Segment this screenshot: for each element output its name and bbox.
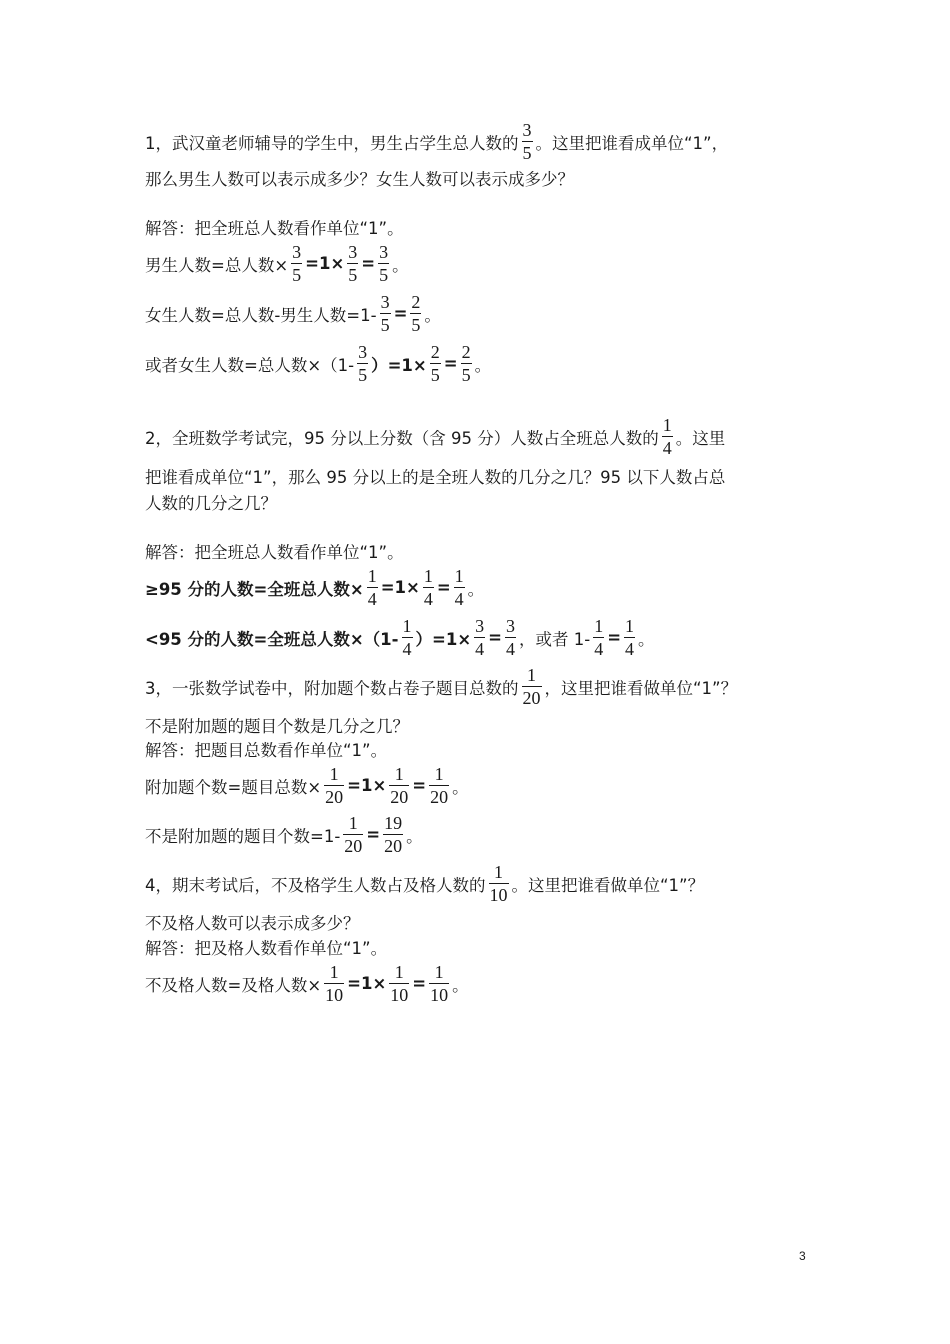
p1-question-fraction: $\frac{3}{5}$ bbox=[522, 120, 532, 163]
p1-question-text-b: 。这里把谁看成单位“1”， bbox=[535, 133, 729, 153]
p1-question-line1 bbox=[145, 120, 728, 163]
page-number: 3 bbox=[799, 1249, 806, 1263]
p2-equation-1: ≥95 分的人数=全班总人数× $\frac{1}{4}$ =1× $\frac{1}{4}$ = $\frac{1}{4}$ 。 bbox=[145, 566, 485, 609]
p4-question-line1: 4，期末考试后，不及格学生人数占及格人数的 $\frac{1}{10}$ 。这里把谁看做单位“1”？ bbox=[145, 862, 705, 905]
p1-equation-2: 女生人数=总人数-男生人数=1- $\frac{3}{5}$ = $\frac{2}{5}$ 。 bbox=[145, 292, 441, 335]
p3-equation-1: 附加题个数=题目总数× $\frac{1}{20}$ =1× $\frac{1}{20}$ = $\frac{1}{20}$ 。 bbox=[145, 764, 469, 807]
p2-question-line2: 把谁看成单位“1”，那么 95 分以上的是全班人数的几分之几？95 以下人数占总 bbox=[145, 468, 726, 487]
p4-equation-1: 不及格人数=及格人数× $\frac{1}{10}$ =1× $\frac{1}{10}$ = $\frac{1}{10}$ 。 bbox=[145, 962, 469, 1005]
p4-question-line2: 不及格人数可以表示成多少？ bbox=[145, 914, 360, 933]
p3-answer-heading: 解答：把题目总数看作单位“1”。 bbox=[145, 741, 388, 760]
p1-question-text-a: 1，武汉童老师辅导的学生中，男生占学生总人数的 bbox=[145, 133, 519, 153]
p4-answer-heading: 解答：把及格人数看作单位“1”。 bbox=[145, 939, 388, 958]
p2-equation-2: <95 分的人数=全班总人数×（1- $\frac{1}{4}$ ）=1× $\frac{3}{4}$ = $\frac{3}{4}$ ，或者 1- $\frac{1}{4}$ = $\frac{1}{4}$ 。 bbox=[145, 616, 655, 659]
p1-answer-heading: 解答：把全班总人数看作单位“1”。 bbox=[145, 219, 404, 238]
p2-answer-heading: 解答：把全班总人数看作单位“1”。 bbox=[145, 543, 404, 562]
p3-question-line2: 不是附加题的题目个数是几分之几？ bbox=[145, 717, 409, 736]
p2-question-fraction: $\frac{1}{4}$ bbox=[662, 415, 672, 458]
p2-question-line1: 2，全班数学考试完，95 分以上分数（含 95 分）人数占全班总人数的 $\frac{1}{4}$ 。这里 bbox=[145, 415, 726, 458]
p2-question-line3: 人数的几分之几？ bbox=[145, 494, 277, 513]
p1-equation-1: 男生人数=总人数× $\frac{3}{5}$ =1× $\frac{3}{5}$ = $\frac{3}{5}$ 。 bbox=[145, 242, 409, 285]
p3-question-fraction: $\frac{1}{20}$ bbox=[522, 665, 541, 708]
p3-question-line1: 3，一张数学试卷中，附加题个数占卷子题目总数的 $\frac{1}{20}$ ，这里把谁看做单位“1”？ bbox=[145, 665, 738, 708]
p3-equation-2: 不是附加题的题目个数=1- $\frac{1}{20}$ = $\frac{19}{20}$ 。 bbox=[145, 813, 423, 856]
p1-equation-3: 或者女生人数=总人数×（1- $\frac{3}{5}$ ）=1× $\frac{2}{5}$ = $\frac{2}{5}$ 。 bbox=[145, 342, 492, 385]
p1-question-line2: 那么男生人数可以表示成多少？女生人数可以表示成多少？ bbox=[145, 170, 574, 189]
p4-question-fraction: $\frac{1}{10}$ bbox=[489, 862, 508, 905]
